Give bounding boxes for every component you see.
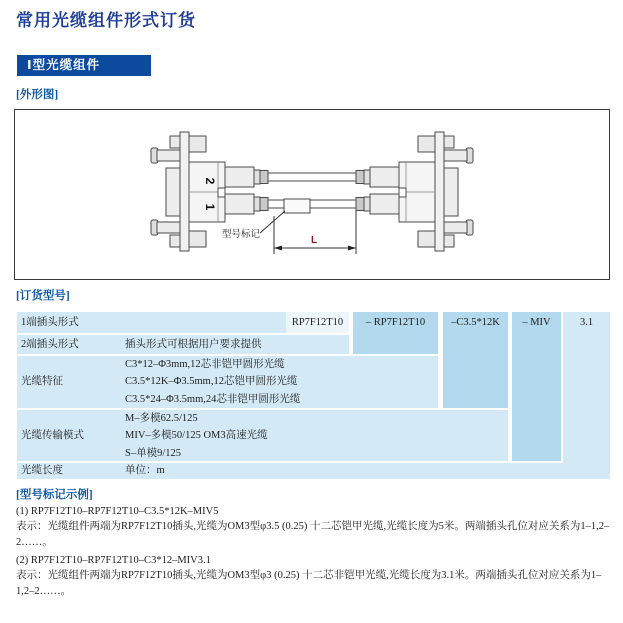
ordering-code-table: [17, 312, 610, 479]
pin-number-2: 2: [203, 177, 217, 185]
code-band-transmission-mode: [512, 312, 561, 461]
right-connector: [356, 132, 473, 251]
pin-number-1: 1: [203, 203, 217, 211]
dim-arrow-right: [348, 246, 356, 251]
row-desc: 单位：m: [125, 465, 165, 476]
desc-line: S–单模9/125: [125, 447, 182, 459]
row-desc: [125, 356, 300, 408]
row-label: 2端插头形式: [21, 339, 79, 350]
code-part-length: 3.1: [579, 317, 594, 328]
row-desc: 插头形式可根据用户要求提供: [125, 339, 262, 350]
example-desc: 表示：光缆组件两端为RP7F12T10插头,光缆为OM3型φ3 (0.25) 十二芯非铠甲光缆,光缆长度为3.1米。两端插头孔位对应关系为1–1,2–2……。: [16, 570, 602, 597]
section-label-order: [订货型号]: [16, 290, 70, 302]
row-label: 1端插头形式: [21, 317, 79, 328]
outline-drawing-box: [14, 109, 610, 280]
example-code: (2) RP7F12T10–RP7F12T10–C3*12–MIV3.1: [16, 555, 211, 566]
type-badge: Ⅰ型光缆组件: [17, 55, 151, 76]
section-label-examples: [型号标记示例]: [16, 489, 93, 501]
desc-line: M–多模62.5/125: [125, 413, 198, 424]
model-marking-tag: [284, 199, 310, 213]
row-label: 光缆传输模式: [21, 430, 84, 441]
marking-examples: [16, 486, 613, 604]
section-label-outline: [外形图]: [16, 89, 59, 101]
desc-line: MIV–多模50/125 OM3高速光缆: [125, 430, 268, 442]
desc-line: C3.5*24–Φ3.5mm,24芯非铠甲圆形光缆: [125, 393, 301, 405]
dim-arrow-left: [274, 246, 282, 251]
example-code: (1) RP7F12T10–RP7F12T10–C3.5*12K–MIV5: [16, 506, 219, 517]
code-part-cable-feature: –C3.5*12K: [451, 317, 500, 328]
desc-line: C3*12–Φ3mm,12芯非铠甲圆形光缆: [125, 359, 285, 370]
lower-cable: [268, 200, 356, 208]
length-dimension-label: L: [310, 235, 318, 246]
code-part-plug1: RP7F12T10: [291, 317, 344, 328]
table-row: [17, 463, 610, 479]
code-part-transmission-mode: – MIV: [522, 317, 551, 328]
page-title: 常用光缆组件形式订货: [16, 11, 196, 30]
cable-assembly-drawing: [15, 110, 609, 279]
code-part-plug2: – RP7F12T10: [365, 317, 426, 328]
desc-line: C3.5*12K–Φ3.5mm,12芯铠甲圆形光缆: [125, 376, 298, 388]
row-label: 光缆特征: [21, 376, 63, 387]
band-divider: [561, 312, 563, 461]
leader-line: [260, 211, 285, 233]
upper-cable: [268, 173, 356, 181]
example-desc: 表示：光缆组件两端为RP7F12T10插头,光缆为OM3型φ3.5 (0.25) 十二芯铠甲光缆,光缆长度为5米。两端插头孔位对应关系为1–1,2–2……。: [16, 521, 610, 548]
band-divider: [508, 312, 512, 461]
code-band-length: [563, 312, 610, 479]
row-label: 光缆长度: [21, 465, 63, 476]
model-marking-label: 型号标记: [222, 229, 261, 240]
row-desc: [125, 410, 268, 462]
